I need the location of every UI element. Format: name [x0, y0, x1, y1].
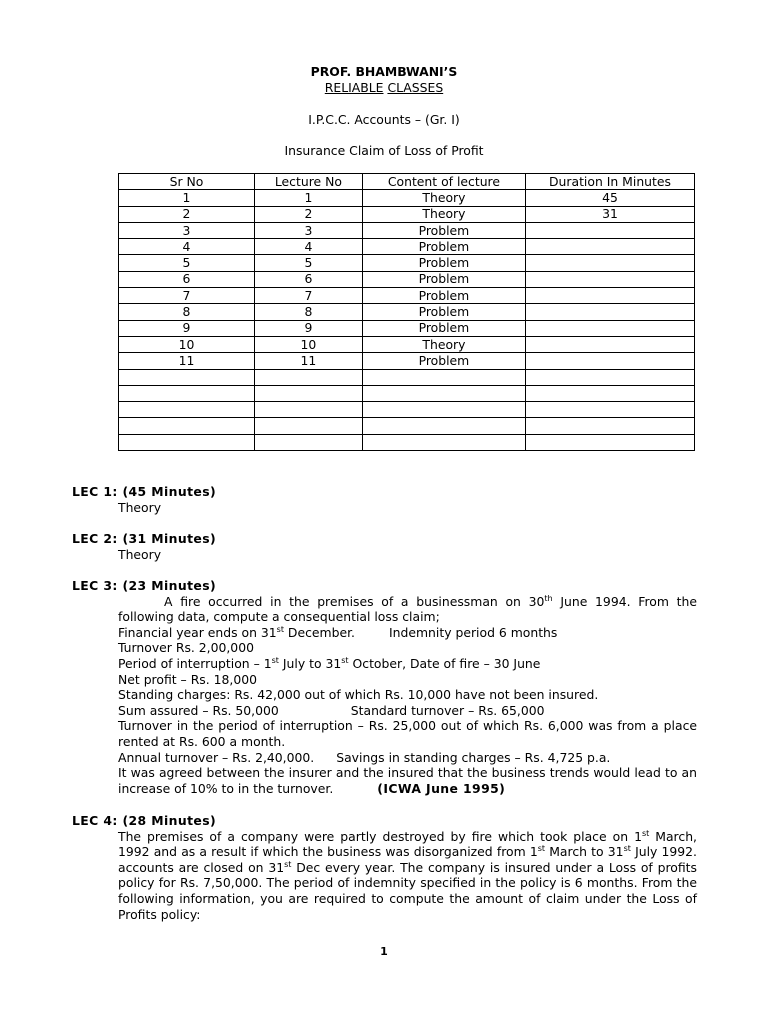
header-sr-no: Sr No — [119, 174, 255, 190]
cell-content — [362, 418, 525, 434]
cell-content: Problem — [362, 353, 525, 369]
cell-sr-no: 3 — [119, 222, 255, 238]
lec3-heading: LEC 3: (23 Minutes) — [72, 578, 217, 593]
cell-content — [362, 385, 525, 401]
cell-lecture-no: 1 — [254, 190, 362, 206]
header-content: Content of lecture — [362, 174, 525, 190]
cell-duration — [525, 239, 694, 255]
course-name: I.P.C.C. Accounts – (Gr. I) — [308, 112, 460, 127]
cell-lecture-no — [254, 369, 362, 385]
header-duration: Duration In Minutes — [525, 174, 694, 190]
cell-duration — [525, 336, 694, 352]
table-row — [119, 288, 695, 304]
cell-lecture-no: 11 — [254, 353, 362, 369]
cell-lecture-no — [254, 402, 362, 418]
cell-lecture-no — [254, 385, 362, 401]
table-row — [119, 239, 695, 255]
cell-lecture-no: 3 — [254, 222, 362, 238]
table-body — [119, 190, 695, 451]
cell-duration — [525, 418, 694, 434]
page-title: PROF. BHAMBWANI’S — [310, 64, 458, 79]
table-row — [119, 385, 695, 401]
cell-sr-no: 2 — [119, 206, 255, 222]
table-row — [119, 369, 695, 385]
lec3-line-annual-turnover: Annual turnover – Rs. 2,40,000. Savings in standing charges – Rs. 4,725 p.a. — [118, 749, 611, 765]
table-row — [119, 271, 695, 287]
lec3-line-sum-assured: Sum assured – Rs. 50,000 Standard turnover – Rs. 65,000 — [118, 702, 545, 718]
cell-duration: 31 — [525, 206, 694, 222]
lec1-section — [72, 484, 697, 515]
table-row — [119, 336, 695, 352]
cell-sr-no: 4 — [119, 239, 255, 255]
lec1-heading: LEC 1: (45 Minutes) — [72, 484, 217, 499]
lec3-reference: (ICWA June 1995) — [377, 780, 506, 796]
table-header-row — [119, 174, 695, 190]
cell-sr-no: 9 — [119, 320, 255, 336]
lec2-heading: LEC 2: (31 Minutes) — [72, 531, 217, 546]
cell-duration — [525, 271, 694, 287]
page-subtitle — [0, 80, 768, 96]
cell-duration: 45 — [525, 190, 694, 206]
cell-lecture-no: 5 — [254, 255, 362, 271]
lec3-line-net-profit: Net profit – Rs. 18,000 — [118, 671, 257, 687]
lec3-body — [72, 594, 697, 797]
cell-content: Theory — [362, 190, 525, 206]
table-row — [119, 418, 695, 434]
cell-sr-no: 8 — [119, 304, 255, 320]
table-row — [119, 304, 695, 320]
cell-duration — [525, 320, 694, 336]
table-row — [119, 222, 695, 238]
lec2-section — [72, 531, 697, 562]
cell-duration — [525, 353, 694, 369]
cell-content: Theory — [362, 206, 525, 222]
cell-duration — [525, 288, 694, 304]
cell-duration — [525, 402, 694, 418]
cell-lecture-no: 8 — [254, 304, 362, 320]
cell-sr-no — [119, 418, 255, 434]
cell-sr-no — [119, 402, 255, 418]
cell-sr-no: 11 — [119, 353, 255, 369]
cell-content — [362, 434, 525, 450]
cell-sr-no: 1 — [119, 190, 255, 206]
lecture-table — [118, 173, 695, 451]
cell-content: Problem — [362, 320, 525, 336]
cell-duration — [525, 222, 694, 238]
cell-content: Problem — [362, 222, 525, 238]
table-row — [119, 320, 695, 336]
cell-sr-no — [119, 434, 255, 450]
lec3-line-standing-charges: Standing charges: Rs. 42,000 out of which Rs. 10,000 have not been insured. — [118, 687, 599, 703]
subtitle-word-reliable: RELIABLE — [324, 80, 384, 95]
cell-content: Problem — [362, 304, 525, 320]
cell-sr-no — [119, 369, 255, 385]
cell-content: Problem — [362, 288, 525, 304]
lec3-line-period-turnover: Turnover in the period of interruption – Rs. 25,000 out of which Rs. 6,000 was from a place rented at Rs. 600 a month. — [118, 718, 697, 749]
table-row — [119, 402, 695, 418]
lec3-line-agreement: It was agreed between the insurer and the insured that the business trends would lead to an increase of 10% to in the turnover. (ICWA June 1995) — [118, 765, 697, 796]
lec3-paragraph-intro: A fire occurred in the premises of a businessman on 30th June 1994. From the following data, compute a consequential loss claim; — [118, 593, 697, 625]
cell-content — [362, 369, 525, 385]
cell-duration — [525, 369, 694, 385]
table-row — [119, 206, 695, 222]
cell-lecture-no: 4 — [254, 239, 362, 255]
lec2-body: Theory — [118, 546, 162, 562]
cell-content — [362, 402, 525, 418]
cell-lecture-no: 10 — [254, 336, 362, 352]
subtitle-word-classes: CLASSES — [387, 80, 444, 95]
cell-duration — [525, 385, 694, 401]
table-row — [119, 190, 695, 206]
lec3-section — [72, 578, 697, 796]
table-row — [119, 255, 695, 271]
lec3-line-financial-year: Financial year ends on 31st December. Indemnity period 6 months — [118, 624, 558, 640]
cell-duration — [525, 304, 694, 320]
cell-content: Theory — [362, 336, 525, 352]
cell-sr-no: 6 — [119, 271, 255, 287]
cell-sr-no: 10 — [119, 336, 255, 352]
page-number: 1 — [380, 945, 388, 958]
cell-sr-no: 7 — [119, 288, 255, 304]
lec3-line-interruption: Period of interruption – 1st July to 31st October, Date of fire – 30 June — [118, 655, 541, 671]
lec3-line-turnover: Turnover Rs. 2,00,000 — [118, 640, 254, 656]
cell-sr-no — [119, 385, 255, 401]
lec4-heading: LEC 4: (28 Minutes) — [72, 813, 217, 828]
cell-duration — [525, 255, 694, 271]
cell-content: Problem — [362, 271, 525, 287]
lec4-body: The premises of a company were partly destroyed by fire which took place on 1st March, 1992 and as a result if which the business was disorganized from 1st March to 31st July 1992. accounts are closed on 31st Dec every year. The company is insured under a Loss of profits policy for Rs. 7,50,000. The period of indemnity specified in the policy is 6 months. From the following information, you are required to compute the amount of claim under the Loss of Profits policy: — [118, 828, 697, 922]
lec4-section — [72, 813, 697, 922]
cell-lecture-no: 9 — [254, 320, 362, 336]
cell-duration — [525, 434, 694, 450]
cell-content: Problem — [362, 255, 525, 271]
cell-lecture-no — [254, 434, 362, 450]
cell-sr-no: 5 — [119, 255, 255, 271]
table-row — [119, 434, 695, 450]
header-lecture-no: Lecture No — [254, 174, 362, 190]
cell-lecture-no: 2 — [254, 206, 362, 222]
table-row — [119, 353, 695, 369]
cell-content: Problem — [362, 239, 525, 255]
cell-lecture-no: 6 — [254, 271, 362, 287]
lec1-body: Theory — [118, 499, 162, 515]
cell-lecture-no: 7 — [254, 288, 362, 304]
topic-name: Insurance Claim of Loss of Profit — [284, 143, 484, 158]
cell-lecture-no — [254, 418, 362, 434]
